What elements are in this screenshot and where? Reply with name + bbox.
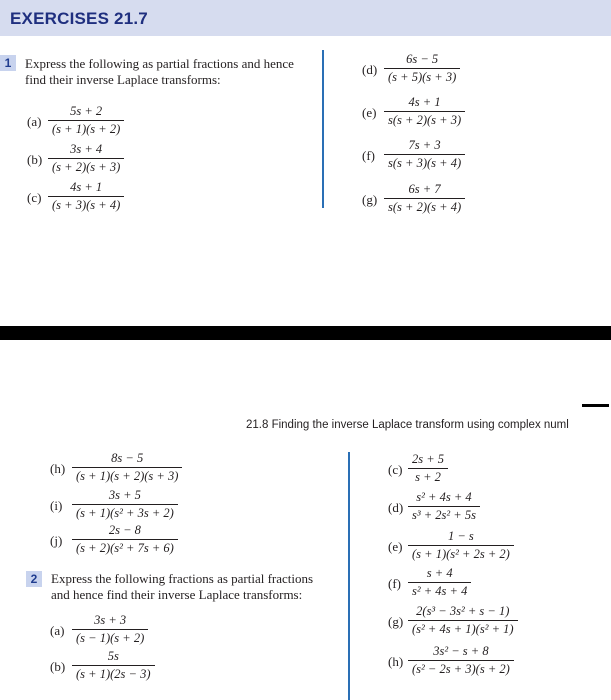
fraction-bar	[384, 198, 465, 199]
exercise2-label-a: (a)	[50, 623, 65, 638]
fraction-bar	[384, 154, 465, 155]
column-divider	[322, 50, 324, 208]
running-head: 21.8 Finding the inverse Laplace transform using complex numl	[246, 419, 569, 431]
denominator: (s + 2)(s + 3)	[52, 160, 121, 174]
numerator: 2(s³ − 3s² + s − 1)	[416, 604, 510, 618]
exercise2-fraction-a	[72, 613, 148, 646]
exercise1-fraction-b	[48, 142, 124, 175]
exercise1-label-i: (i)	[50, 498, 63, 513]
fraction-bar	[384, 111, 465, 112]
denominator: s(s + 2)(s + 3)	[388, 113, 462, 127]
page-separator	[0, 326, 611, 340]
denominator: (s + 1)(s² + 2s + 2)	[412, 547, 510, 561]
exercise1-instruction-line2: find their inverse Laplace transforms:	[25, 72, 221, 87]
numerator: s + 4	[426, 566, 453, 580]
denominator: (s² + 4s + 1)(s² + 1)	[412, 622, 514, 636]
section-title: EXERCISES 21.7	[10, 9, 148, 28]
denominator: (s + 2)(s² + 7s + 6)	[76, 541, 174, 555]
fraction-bar	[408, 582, 471, 583]
exercise2-fraction-g	[408, 604, 518, 637]
fraction-bar	[408, 468, 448, 469]
exercise1-label-j: (j)	[50, 533, 63, 548]
denominator: s + 2	[415, 470, 441, 484]
fraction-bar	[408, 620, 518, 621]
exercise1-fraction-i	[72, 488, 178, 521]
exercise1-fraction-c	[48, 180, 124, 213]
exercise1-label-c: (c)	[27, 190, 42, 205]
numerator: 8s − 5	[111, 451, 144, 465]
numerator: 3s + 5	[108, 488, 141, 502]
exercise2-label-e: (e)	[388, 539, 403, 554]
exercise2-label-g: (g)	[388, 614, 404, 629]
exercise2-fraction-h	[408, 644, 514, 677]
numerator: 7s + 3	[408, 138, 441, 152]
fraction-bar	[72, 539, 178, 540]
exercise-number-2: 2	[26, 571, 42, 587]
exercise1-fraction-h	[72, 451, 182, 484]
exercise1-label-h: (h)	[50, 461, 66, 476]
exercise1-label-d: (d)	[362, 62, 378, 77]
exercise1-label-a: (a)	[27, 114, 42, 129]
denominator: s(s + 2)(s + 4)	[388, 200, 462, 214]
fraction-bar	[408, 506, 480, 507]
denominator: (s + 1)(s + 2)(s + 3)	[76, 469, 179, 483]
exercise1-label-e: (e)	[362, 105, 377, 120]
exercise2-label-h: (h)	[388, 654, 404, 669]
numerator: 6s − 5	[406, 52, 439, 66]
denominator: (s + 1)(s + 2)	[52, 122, 121, 136]
denominator: s³ + 2s² + 5s	[412, 508, 476, 522]
fraction-bar	[48, 158, 124, 159]
exercise2-fraction-d	[408, 490, 480, 523]
fraction-bar	[72, 629, 148, 630]
denominator: (s + 1)(2s − 3)	[76, 667, 151, 681]
exercise2-label-d: (d)	[388, 500, 404, 515]
fraction-bar	[48, 196, 124, 197]
exercise2-fraction-f	[408, 566, 471, 599]
fraction-bar	[72, 467, 182, 468]
denominator: s(s + 3)(s + 4)	[388, 156, 462, 170]
fraction-bar	[408, 545, 514, 546]
exercise1-label-b: (b)	[27, 152, 43, 167]
numerator: 6s + 7	[408, 182, 441, 196]
numerator: 3s + 3	[94, 613, 127, 627]
exercise2-instruction-line1: Express the following fractions as partial fractions	[51, 571, 314, 586]
exercise1-fraction-a	[48, 104, 124, 137]
numerator: 2s − 8	[108, 523, 141, 537]
margin-dash	[582, 404, 609, 407]
fraction-bar	[48, 120, 124, 121]
exercise1-fraction-d	[384, 52, 460, 85]
exercise2-label-b: (b)	[50, 659, 66, 674]
exercise1-fraction-g	[384, 182, 465, 215]
exercise2-label-c: (c)	[388, 462, 403, 477]
exercise2-instruction-line2: and hence find their inverse Laplace transforms:	[51, 587, 303, 602]
exercise1-label-f: (f)	[362, 148, 375, 163]
numerator: s² + 4s + 4	[416, 490, 472, 504]
denominator: (s + 1)(s² + 3s + 2)	[76, 506, 174, 520]
denominator: (s − 1)(s + 2)	[76, 631, 145, 645]
exercise2-fraction-c	[408, 452, 448, 485]
numerator: 5s + 2	[70, 104, 103, 118]
denominator: (s² − 2s + 3)(s + 2)	[412, 662, 510, 676]
numerator: 2s + 5	[412, 452, 445, 466]
denominator: s² + 4s + 4	[412, 584, 468, 598]
numerator: 5s	[107, 649, 119, 663]
fraction-bar	[72, 665, 155, 666]
column-divider-2	[348, 452, 350, 700]
exercise2-fraction-e	[408, 529, 514, 562]
numerator: 4s + 1	[70, 180, 103, 194]
denominator: (s + 5)(s + 3)	[388, 70, 457, 84]
exercise1-fraction-f	[384, 138, 465, 171]
numerator: 3s + 4	[70, 142, 103, 156]
numerator: 3s² − s + 8	[433, 644, 489, 658]
exercise1-fraction-e	[384, 95, 465, 128]
section-header	[0, 0, 611, 36]
numerator: 1 − s	[447, 529, 474, 543]
fraction-bar	[384, 68, 460, 69]
fraction-bar	[408, 660, 514, 661]
fraction-bar	[72, 504, 178, 505]
exercise2-fraction-b	[72, 649, 155, 682]
numerator: 4s + 1	[408, 95, 441, 109]
exercise-number-1: 1	[0, 55, 16, 71]
exercise1-fraction-j	[72, 523, 178, 556]
denominator: (s + 3)(s + 4)	[52, 198, 121, 212]
exercise1-instruction-line1: Express the following as partial fractions and hence	[25, 56, 294, 71]
exercise1-label-g: (g)	[362, 192, 378, 207]
exercise2-label-f: (f)	[388, 576, 401, 591]
